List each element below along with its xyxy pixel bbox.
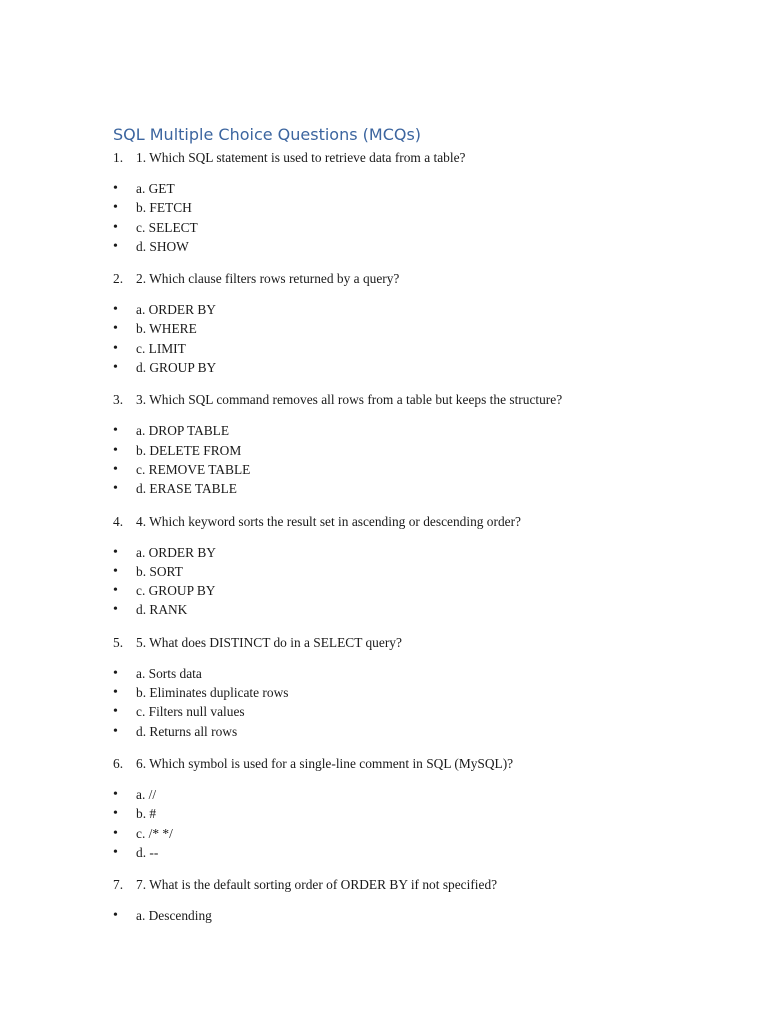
question-item — [0, 633, 768, 741]
option-text: a. ORDER BY — [136, 544, 216, 560]
bullet-icon: • — [113, 461, 118, 477]
question-item — [0, 754, 768, 862]
answer-option — [0, 543, 768, 562]
option-text: d. GROUP BY — [136, 360, 217, 376]
bullet-icon: • — [113, 321, 118, 337]
answer-option — [0, 218, 768, 237]
bullet-icon: • — [113, 219, 118, 235]
option-list — [0, 543, 768, 620]
answer-option — [0, 683, 768, 702]
bullet-icon: • — [113, 908, 118, 924]
option-text: c. SELECT — [136, 219, 198, 235]
answer-option — [0, 441, 768, 460]
question-number: 7. — [113, 877, 124, 893]
bullet-icon: • — [113, 442, 118, 458]
option-text: d. ERASE TABLE — [136, 481, 237, 497]
option-text: a. Descending — [136, 908, 212, 924]
question-list — [0, 148, 768, 938]
question-number: 6. — [113, 755, 124, 771]
question-text: 4. Which keyword sorts the result set in ascending or descending order? — [136, 513, 522, 529]
option-text: d. Returns all rows — [136, 723, 238, 739]
option-text: c. LIMIT — [136, 340, 186, 356]
option-text: c. Filters null values — [136, 704, 245, 720]
option-text: a. GET — [136, 181, 175, 196]
bullet-icon: • — [113, 786, 118, 802]
answer-option — [0, 319, 768, 338]
answer-option — [0, 421, 768, 440]
question-number: 5. — [113, 634, 124, 650]
option-text: a. ORDER BY — [136, 302, 216, 318]
question-line — [0, 390, 768, 409]
option-text: b. Eliminates duplicate rows — [136, 685, 289, 701]
question-item — [0, 269, 768, 377]
answer-option — [0, 843, 768, 862]
option-text: a. Sorts data — [136, 665, 202, 681]
option-list — [0, 906, 768, 925]
answer-option — [0, 358, 768, 377]
question-line — [0, 269, 768, 288]
answer-option — [0, 562, 768, 581]
bullet-icon: • — [113, 340, 118, 356]
answer-option — [0, 339, 768, 358]
bullet-icon: • — [113, 481, 118, 497]
question-text: 2. Which clause filters rows returned by a query? — [136, 271, 400, 287]
bullet-icon: • — [113, 302, 118, 318]
question-text: 3. Which SQL command removes all rows from a table but keeps the structure? — [136, 392, 563, 408]
question-line — [0, 633, 768, 652]
question-text: 1. Which SQL statement is used to retrieve data from a table? — [136, 150, 466, 165]
option-text: d. RANK — [136, 602, 188, 618]
option-text: b. DELETE FROM — [136, 442, 242, 458]
option-list — [0, 664, 768, 741]
bullet-icon: • — [113, 583, 118, 599]
bullet-icon: • — [113, 360, 118, 376]
option-list — [0, 300, 768, 377]
option-text: c. /* */ — [136, 825, 173, 841]
bullet-icon: • — [113, 238, 118, 254]
answer-option — [0, 906, 768, 925]
bullet-icon: • — [113, 665, 118, 681]
question-item — [0, 512, 768, 620]
answer-option — [0, 785, 768, 804]
option-text: a. DROP TABLE — [136, 423, 230, 439]
option-text: d. -- — [136, 844, 159, 860]
question-line — [0, 875, 768, 894]
option-list — [0, 785, 768, 862]
bullet-icon: • — [113, 602, 118, 618]
question-line — [0, 148, 768, 167]
option-text: b. SORT — [136, 563, 183, 579]
bullet-icon: • — [113, 181, 118, 196]
question-line — [0, 754, 768, 773]
option-text: b. WHERE — [136, 321, 197, 337]
question-number: 2. — [113, 271, 124, 287]
bullet-icon: • — [113, 806, 118, 822]
bullet-icon: • — [113, 825, 118, 841]
option-text: a. // — [136, 786, 157, 802]
bullet-icon: • — [113, 844, 118, 860]
question-item — [0, 148, 768, 256]
question-item — [0, 875, 768, 925]
answer-option — [0, 600, 768, 619]
bullet-icon: • — [113, 723, 118, 739]
answer-option — [0, 237, 768, 256]
option-list — [0, 179, 768, 256]
bullet-icon: • — [113, 563, 118, 579]
answer-option — [0, 824, 768, 843]
option-text: b. # — [136, 806, 157, 822]
question-number: 1. — [113, 150, 124, 165]
bullet-icon: • — [113, 200, 118, 216]
document-title: SQL Multiple Choice Questions (MCQs) — [113, 125, 422, 144]
option-text: c. REMOVE TABLE — [136, 461, 251, 477]
question-number: 3. — [113, 392, 124, 408]
option-list — [0, 421, 768, 498]
bullet-icon: • — [113, 704, 118, 720]
answer-option — [0, 300, 768, 319]
question-number: 4. — [113, 513, 124, 529]
question-text: 7. What is the default sorting order of ORDER BY if not specified? — [136, 877, 498, 893]
question-line — [0, 512, 768, 531]
answer-option — [0, 460, 768, 479]
answer-option — [0, 664, 768, 683]
bullet-icon: • — [113, 685, 118, 701]
answer-option — [0, 581, 768, 600]
answer-option — [0, 722, 768, 741]
answer-option — [0, 479, 768, 498]
answer-option — [0, 804, 768, 823]
option-text: d. SHOW — [136, 238, 189, 254]
answer-option — [0, 198, 768, 217]
bullet-icon: • — [113, 544, 118, 560]
option-text: c. GROUP BY — [136, 583, 216, 599]
question-text: 6. Which symbol is used for a single-line comment in SQL (MySQL)? — [136, 755, 514, 771]
answer-option — [0, 179, 768, 198]
question-text: 5. What does DISTINCT do in a SELECT query? — [136, 634, 402, 650]
answer-option — [0, 702, 768, 721]
option-text: b. FETCH — [136, 200, 192, 216]
bullet-icon: • — [113, 423, 118, 439]
question-item — [0, 390, 768, 498]
